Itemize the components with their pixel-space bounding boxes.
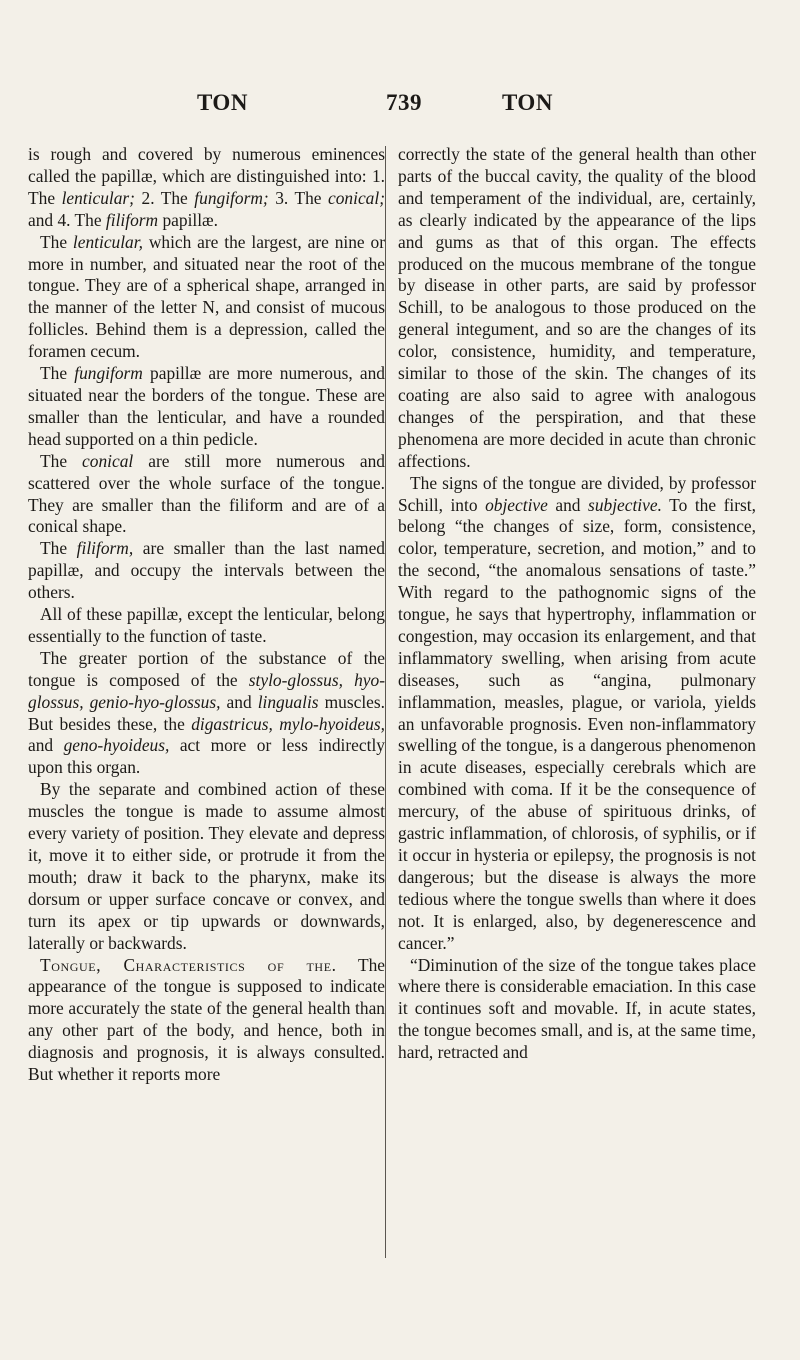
italic-term: fungiform	[74, 363, 143, 384]
text-run: and	[220, 691, 258, 712]
paragraph	[28, 144, 385, 232]
text-run: act more or less indirectly upon this organ.	[28, 735, 385, 778]
italic-term: lenticular;	[61, 187, 135, 208]
paragraph	[398, 473, 756, 955]
paragraph	[28, 538, 385, 604]
text-run: The	[40, 538, 77, 559]
text-run: The signs of the tongue are divided, by professor Schill, into	[398, 472, 756, 515]
header-left-word: TON	[197, 90, 248, 115]
text-run: are still more numerous and scattered over the whole surface of the tongue. They are smaller than the filiform and are of a conical shape.	[28, 450, 385, 537]
page-number: 739	[386, 90, 422, 115]
text-run: are smaller than the last named papillæ, and occupy the intervals between the others.	[28, 538, 385, 603]
text-run: The greater portion of the substance of the tongue is composed of the	[28, 647, 385, 690]
text-run: “Diminution of the size of the tongue takes place where there is considerable emaciation. In this case it continues soft and movable. If, in acute states, the tongue becomes small, and is, at the same time, hard, retracted and	[398, 954, 756, 1063]
column-divider	[385, 146, 386, 1258]
text-run: muscles. But besides these, the	[28, 691, 385, 734]
italic-term: filiform,	[76, 538, 134, 559]
italic-term: lingualis	[257, 691, 319, 712]
text-run: 3. The	[268, 187, 329, 208]
italic-term: objective	[485, 494, 548, 515]
paragraph	[28, 363, 385, 451]
paragraph	[398, 144, 756, 473]
text-run: The	[40, 363, 75, 384]
text-run: and	[28, 735, 64, 756]
italic-term: conical;	[328, 187, 385, 208]
italic-term: stylo-glossus, hyo-glossus, genio-hyo-glossus,	[28, 669, 385, 712]
paragraph	[28, 232, 385, 363]
paragraph	[28, 451, 385, 539]
text-run: The appearance of the tongue is supposed to indicate more accurately the state of the general health than any other part of the body, and hence, both in diagnosis and prognosis, it is always consulted. But whether it reports more	[28, 954, 385, 1085]
text-run: which are the largest, are nine or more in number, and situated near the root of the tongue. They are of a spherical shape, arranged in the manner of the letter N, and consist of mucous follicles. Behind them is a depression, called the foramen cecum.	[28, 231, 385, 362]
italic-term: lenticular,	[72, 231, 143, 252]
text-run: papillæ.	[158, 209, 219, 230]
text-run: and	[547, 494, 589, 515]
italic-term: fungiform;	[194, 187, 269, 208]
text-run: is rough and covered by numerous eminences called the papillæ, which are distinguished into: 1. The	[28, 144, 385, 208]
left-text-column	[28, 144, 385, 1086]
italic-term: filiform	[105, 209, 159, 230]
text-run: By the separate and combined action of these muscles the tongue is made to assume almost every variety of position. They elevate and depress it, move it to either side, or protrude it from the mouth; draw it back to the pharynx, make its dorsum or upper surface concave or convex, and turn its apex or tip upwards or downwards, laterally or backwards.	[28, 779, 385, 953]
paragraph	[28, 955, 385, 1086]
paragraph	[398, 955, 756, 1065]
italic-term: subjective.	[588, 494, 662, 515]
paragraph	[28, 779, 385, 954]
text-run: The	[40, 450, 83, 471]
text-run: To the first, belong “the changes of size, form, consistence, color, temperature, secretion, and motion,” and to the second, “the anomalous sensations of taste.” With regard to the pathognomic signs of the tongue, he says that hypertrophy, inflammation or congestion, may occasion its enlargement, and that inflammatory swelling, when arising from acute diseases, such as “angina, pulmonary inflammation, measles, plague, or variola, yields an unfavorable prognosis. Even non-inflammatory swelling of the tongue, is a dangerous phenomenon in acute diseases, especially cerebrals which are combined with coma. If it be the consequence of mercury, of the abuse of spirituous drinks, of gastric inflammation, of chlorosis, of syphilis, or if it occur in hysteria or epilepsy, the prognosis is not dangerous; but the disease is always the more tedious where the tongue swells than where it does not. It is enlarged, also, by degenerescence and cancer.”	[398, 494, 756, 953]
italic-term: geno-hyoideus,	[63, 735, 170, 756]
text-run: papillæ are more numerous, and situated near the borders of the tongue. These are smaller than the lenticular, and have a rounded head supported on a thin pedicle.	[28, 363, 385, 449]
italic-term: conical	[82, 450, 134, 471]
header-right-word: TON	[502, 90, 553, 115]
paragraph	[28, 604, 385, 648]
text-run: correctly the state of the general health than other parts of the buccal cavity, the quality of the blood and temperament of the individual, are, certainly, as clearly indicated by the appearance of the lips and gums as that of this organ. The effects produced on the mucous membrane of the tongue by disease in other parts, are said by professor Schill, to be analogous to those produced on the general integument, and so are the changes of its color, consistence, humidity, and temperature, similar to those of the skin. The changes of its coating are also said to agree with analogous changes of the perspiration, and that these phenomena are more decided in acute than chronic affections.	[398, 144, 756, 471]
italic-term: digastricus, mylo-hyoideus,	[191, 713, 385, 734]
text-run: The	[40, 231, 73, 252]
paragraph	[28, 648, 385, 779]
text-run: and 4. The	[28, 209, 106, 230]
running-header	[0, 90, 800, 120]
right-text-column	[398, 144, 756, 1064]
entry-heading: Tongue, Characteristics of the.	[40, 954, 337, 975]
text-run: All of these papillæ, except the lenticular, belong essentially to the function of taste.	[28, 604, 385, 646]
text-run: 2. The	[134, 187, 195, 208]
